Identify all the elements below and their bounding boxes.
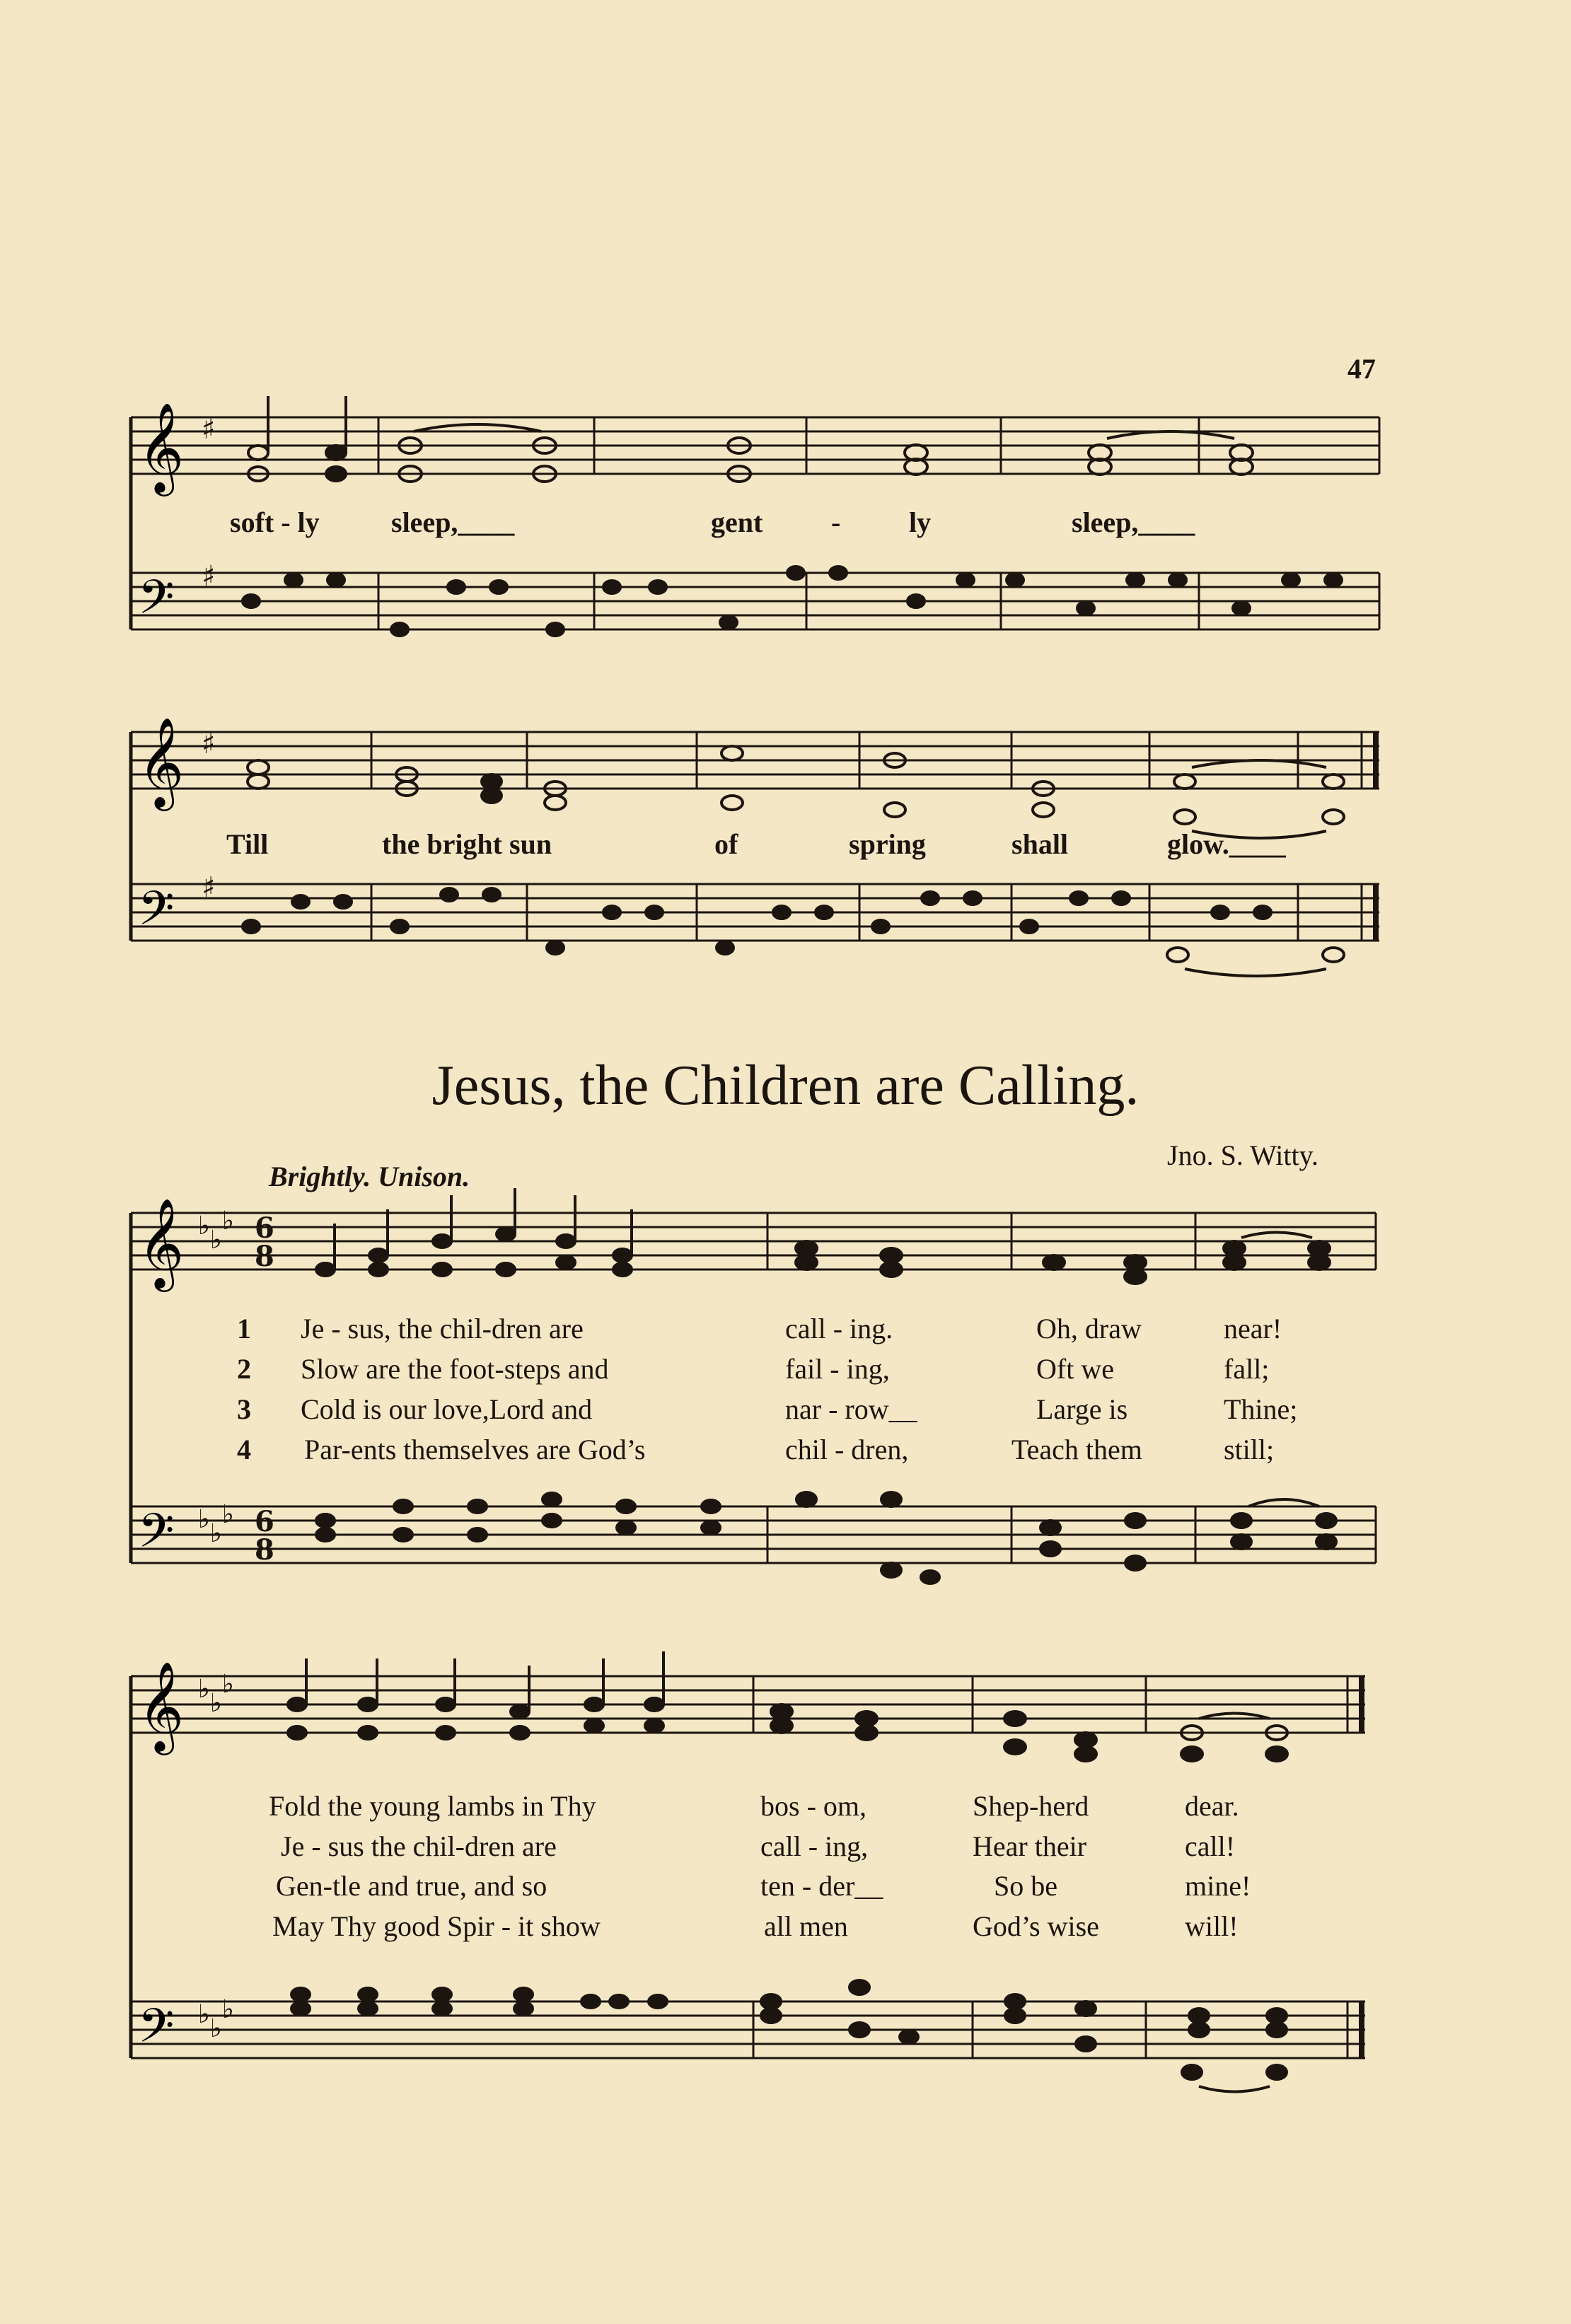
- svg-text:8: 8: [255, 1533, 274, 1567]
- svg-text:𝄞: 𝄞: [138, 716, 185, 807]
- svg-text:8: 8: [255, 1240, 274, 1273]
- svg-text:♯: ♯: [202, 871, 216, 904]
- svg-text:6: 6: [255, 1505, 274, 1538]
- composer-credit: Jno. S. Witty.: [1167, 1139, 1318, 1171]
- svg-text:♭: ♭: [198, 2000, 210, 2029]
- svg-text:6: 6: [255, 1212, 274, 1245]
- svg-text:𝄢: 𝄢: [138, 1504, 175, 1569]
- svg-text:𝄢: 𝄢: [138, 1999, 175, 2064]
- svg-text:♭: ♭: [198, 1505, 210, 1534]
- svg-text:♭: ♭: [198, 1212, 210, 1241]
- svg-text:𝄞: 𝄞: [138, 1661, 185, 1751]
- tempo-marking: Brightly. Unison.: [269, 1161, 470, 1192]
- verse-line-1: Fold the young lambs in Thy bos - om, Shep-herd dear.: [269, 1790, 1239, 1822]
- lyric-line: soft - ly sleep,____ gent - ly sleep,____: [230, 506, 1195, 538]
- page-number: 47: [1347, 353, 1376, 385]
- svg-text:𝄞: 𝄞: [138, 402, 185, 492]
- svg-text:♯: ♯: [202, 728, 216, 760]
- music-system-2: [131, 711, 1404, 994]
- svg-text:𝄞: 𝄞: [138, 1197, 185, 1288]
- svg-text:♭: ♭: [222, 1995, 234, 2024]
- svg-text:𝄢: 𝄢: [138, 570, 175, 636]
- verse-line-2: 2 Slow are the foot-steps and fail - ing, Oft we fall;: [237, 1353, 1270, 1385]
- verse-line-3: 3 Cold is our love,Lord and nar - row__ Large is Thine;: [237, 1393, 1298, 1425]
- svg-text:♭: ♭: [222, 1207, 234, 1236]
- music-system-1: [131, 396, 1404, 665]
- svg-text:♯: ♯: [202, 560, 216, 593]
- svg-text:♭: ♭: [210, 1226, 222, 1255]
- music-system-3: [131, 1195, 1404, 1620]
- verse-line-4: May Thy good Spir - it show all men God’s wise will!: [272, 1910, 1239, 1942]
- svg-text:𝄢: 𝄢: [138, 881, 175, 947]
- lyric-line: Till the bright sun of spring shall glow.____: [226, 828, 1286, 860]
- svg-text:♭: ♭: [210, 2014, 222, 2043]
- svg-text:♭: ♭: [198, 1675, 210, 1704]
- svg-text:♭: ♭: [222, 1670, 234, 1699]
- verse-line-1: 1 Je - sus, the chil-dren are call - ing. Oh, draw near!: [237, 1313, 1282, 1344]
- verse-line-3: Gen-tle and true, and so ten - der__ So be mine!: [276, 1870, 1251, 1902]
- verse-line-4: 4 Par-ents themselves are God’s chil - dren, Teach them still;: [237, 1434, 1275, 1465]
- hymn-title: Jesus, the Children are Calling.: [431, 1054, 1140, 1117]
- svg-text:♭: ♭: [210, 1689, 222, 1718]
- svg-text:♯: ♯: [202, 413, 216, 446]
- svg-text:♭: ♭: [222, 1500, 234, 1529]
- music-system-4: [131, 1648, 1404, 2101]
- svg-text:♭: ♭: [210, 1519, 222, 1548]
- verse-line-2: Je - sus the chil-dren are call - ing, Hear their call!: [281, 1830, 1236, 1862]
